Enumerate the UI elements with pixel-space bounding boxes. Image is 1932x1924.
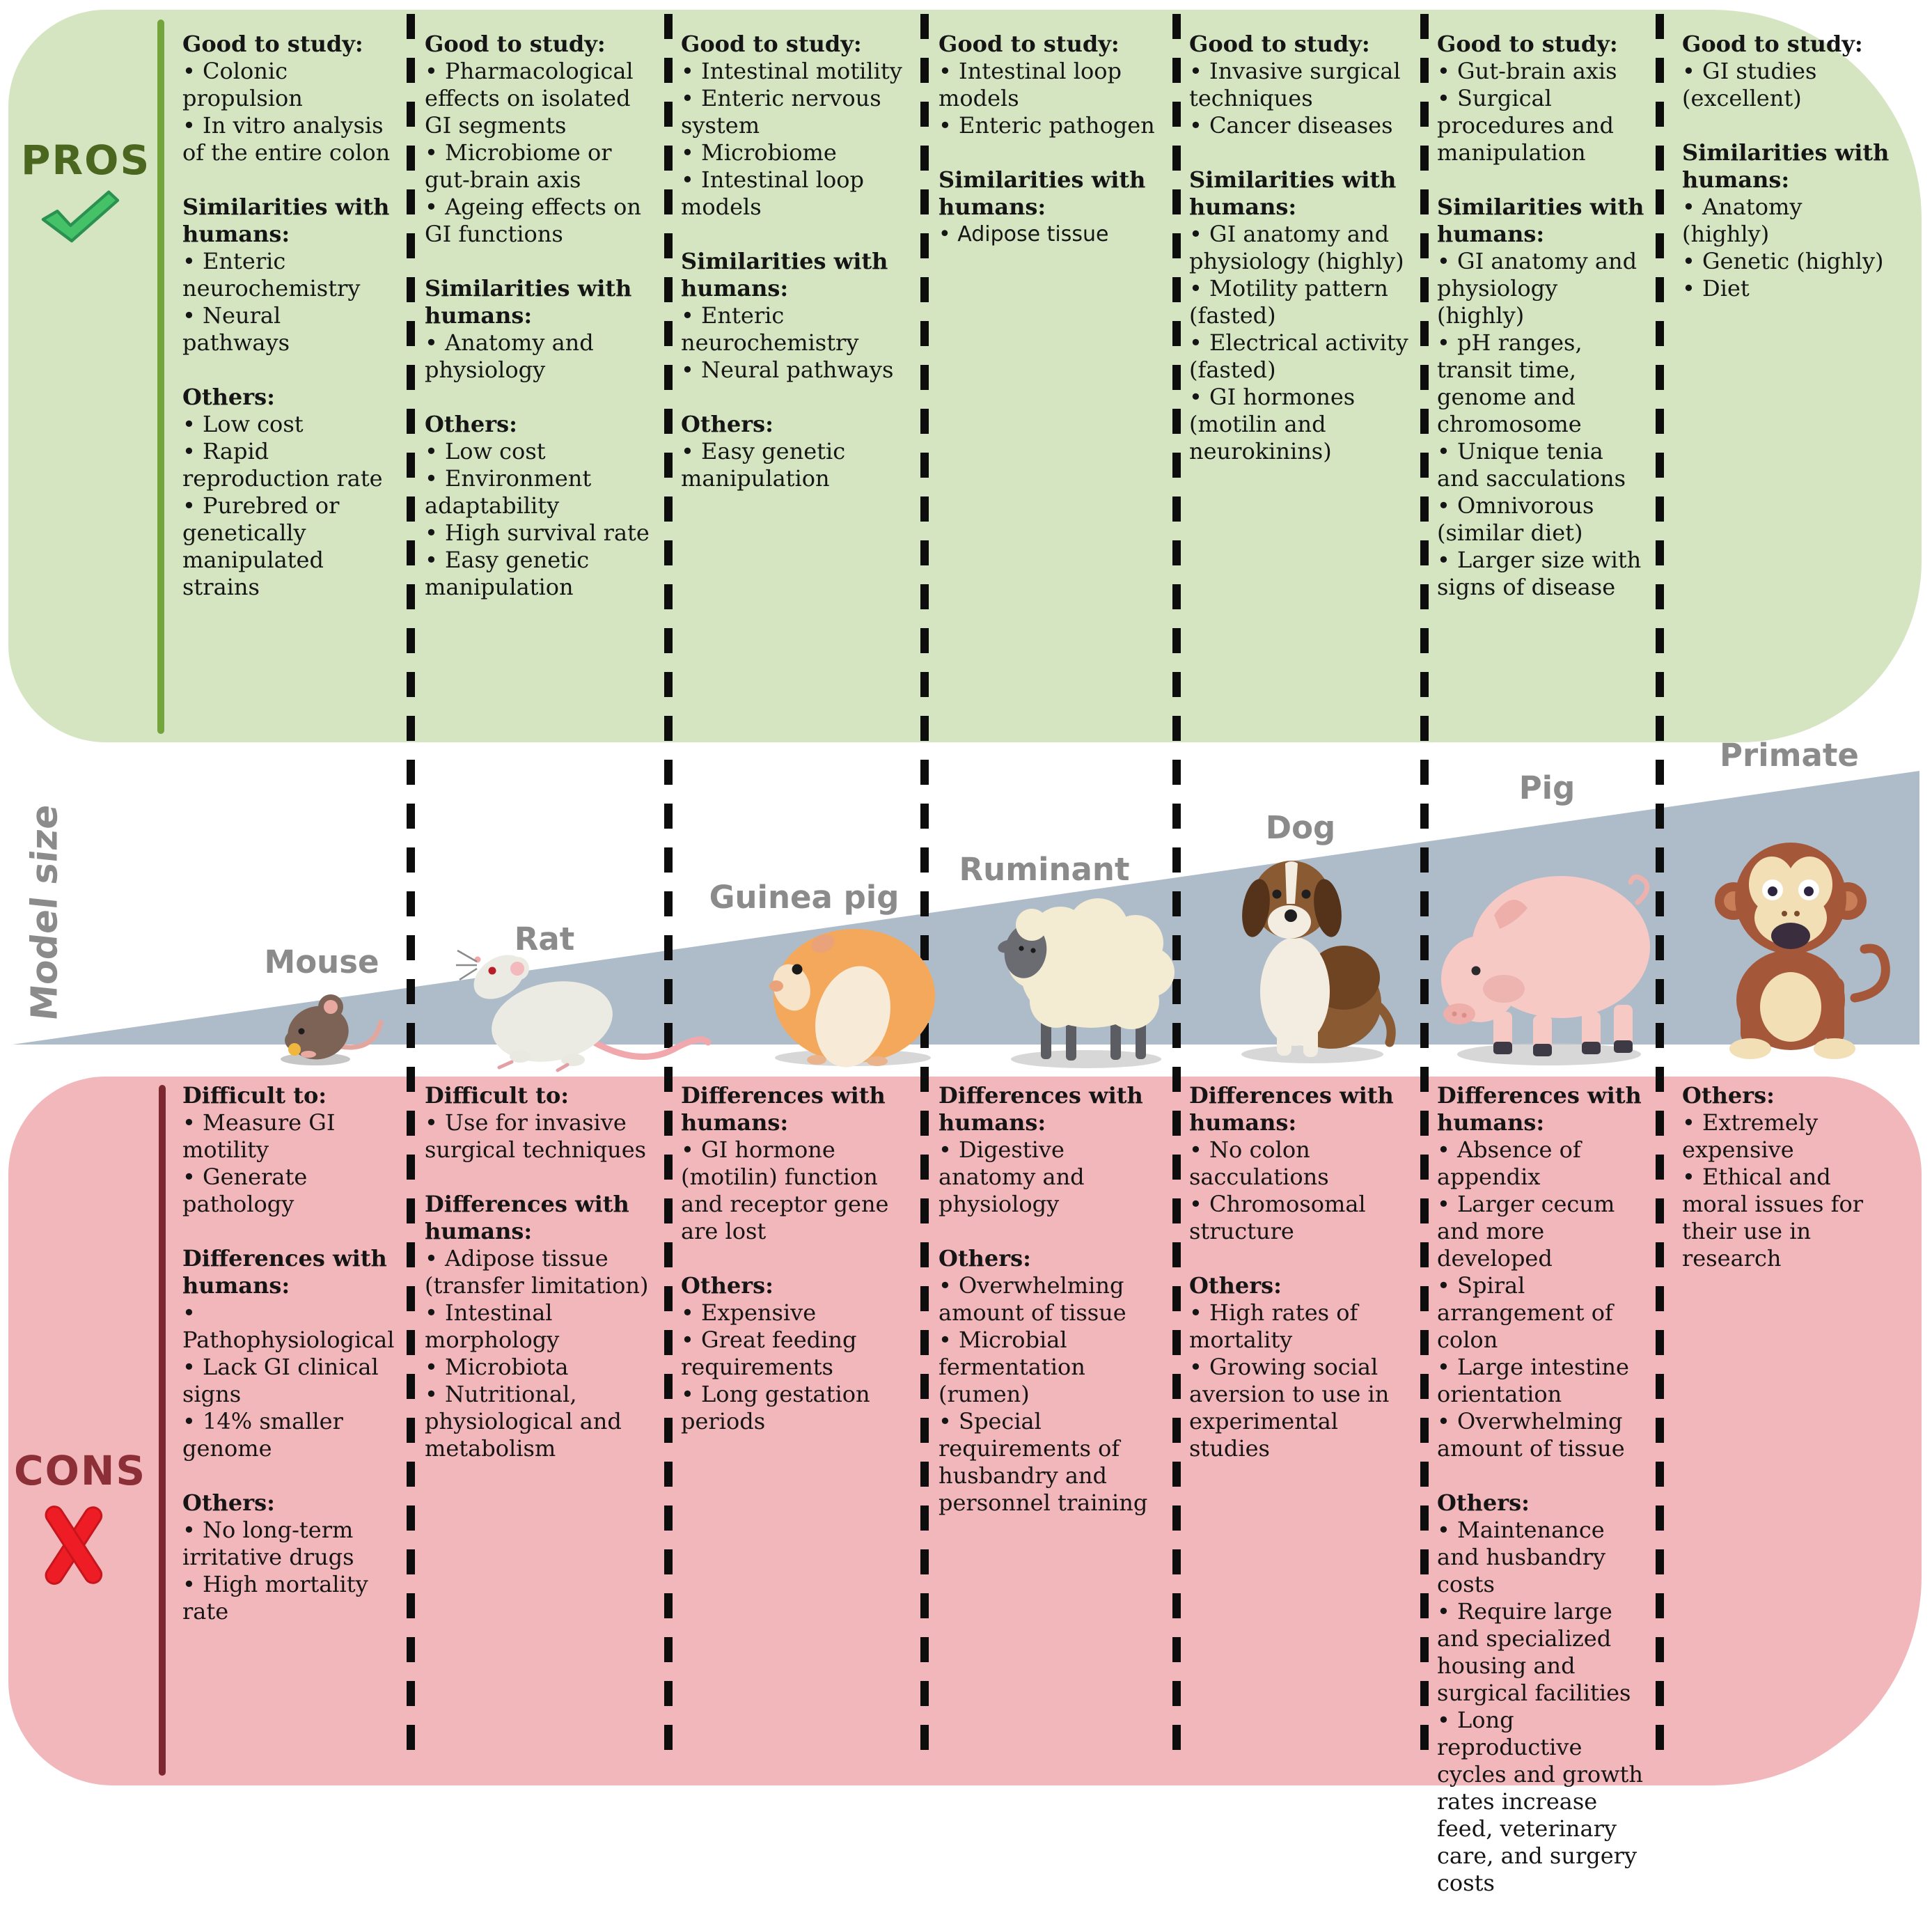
bullet-item: • Low cost [425, 438, 546, 464]
bullet-item: • GI studies (excellent) [1682, 58, 1817, 111]
section-heading: Differences with humans: [182, 1245, 387, 1299]
guinea-pig-illustration [755, 905, 947, 1069]
pros-title: PROS [21, 136, 151, 184]
cons-column-mouse [182, 1082, 393, 1652]
bullet-item: • GI anatomy and physiology (highly) [1437, 248, 1638, 329]
bullet-item: • Intestinal motility [681, 58, 902, 84]
bullet-item: • Intestinal morphology [425, 1299, 560, 1353]
pros-section [938, 166, 1163, 248]
bullet-item: • Electrical activity (fasted) [1189, 329, 1408, 383]
bullet-item: • Invasive surgical techniques [1189, 58, 1401, 111]
section-heading: Differences with humans: [425, 1191, 629, 1244]
bullet-item: • No long-term irritative drugs [182, 1517, 354, 1570]
animal-label-rat: Rat [514, 921, 575, 957]
bullet-item: • Special requirements of husbandry and personnel training [938, 1408, 1148, 1516]
dog-illustration [1225, 816, 1403, 1067]
pig-illustration [1427, 848, 1667, 1067]
bullet-item: • Unique tenia and sacculations [1437, 438, 1626, 492]
section-heading: Difficult to: [425, 1082, 570, 1109]
pros-section [681, 411, 911, 492]
pros-section [182, 31, 393, 166]
bullet-item: • Overwhelming amount of tissue [1437, 1408, 1625, 1462]
bullet-item: • Larger size with signs of disease [1437, 547, 1642, 600]
cross-icon [40, 1504, 107, 1588]
section-heading: Similarities with humans: [681, 248, 888, 302]
bullet-item: • Extremely expensive [1682, 1109, 1819, 1163]
bullet-item: • Environment adaptability [425, 465, 592, 519]
section-heading: Good to study: [1189, 31, 1370, 57]
mouse-illustration [275, 980, 400, 1067]
bullet-item: • Motility pattern (fasted) [1189, 275, 1388, 329]
cons-section [1437, 1489, 1647, 1897]
bullet-item: • Growing social aversion to use in experimental studies [1189, 1354, 1390, 1462]
cons-column-ruminant [938, 1082, 1163, 1544]
cons-column-pig [1437, 1082, 1647, 1924]
section-heading: Others: [681, 411, 773, 437]
section-heading: Good to study: [182, 31, 363, 57]
section-heading: Similarities with humans: [425, 275, 632, 329]
animal-label-ruminant: Ruminant [959, 851, 1130, 888]
section-heading: Differences with humans: [681, 1082, 886, 1136]
pros-section [1189, 166, 1411, 465]
cons-section [1189, 1082, 1411, 1245]
pros-section [938, 31, 1163, 139]
bullet-item: • Pharmacological effects on isolated GI segments [425, 58, 634, 139]
pros-column-pig [1437, 31, 1647, 628]
pros-section [1437, 194, 1647, 601]
bullet-item: • Larger cecum and more developed [1437, 1191, 1615, 1272]
animal-label-pig: Pig [1518, 769, 1576, 806]
cons-section [938, 1082, 1163, 1218]
cons-column-dog [1189, 1082, 1411, 1489]
bullet-item: • Anatomy (highly) [1682, 194, 1803, 247]
cons-section [1437, 1082, 1647, 1462]
cons-section [182, 1082, 393, 1218]
cons-section [938, 1245, 1163, 1517]
section-heading: Differences with humans: [1189, 1082, 1394, 1136]
bullet-item: • Large intestine orientation [1437, 1354, 1629, 1407]
bullet-item: • Anatomy and physiology [425, 329, 594, 383]
pros-section [1437, 31, 1647, 166]
section-heading: Others: [1189, 1272, 1282, 1299]
pros-divider-rule [157, 19, 164, 734]
bullet-item: • Microbiome [681, 139, 837, 166]
bullet-item: • Intestinal loop models [681, 166, 864, 220]
cons-column-rat [425, 1082, 654, 1489]
bullet-item: • Long gestation periods [681, 1381, 870, 1434]
check-icon [38, 188, 122, 244]
bullet-item: • Surgical procedures and manipulation [1437, 85, 1614, 166]
bullet-item: • Microbial fermentation (rumen) [938, 1327, 1085, 1407]
bullet-item: • High mortality rate [182, 1571, 368, 1625]
rat-illustration [456, 937, 714, 1072]
section-heading: Others: [681, 1272, 773, 1299]
bullet-item: • Neural pathways [182, 302, 290, 356]
bullet-item: • Ethical and moral issues for their use in research [1682, 1164, 1864, 1272]
bullet-item: • Easy genetic manipulation [681, 438, 846, 492]
cons-section [1189, 1272, 1411, 1462]
bullet-item: • GI hormones (motilin and neurokinins) [1189, 384, 1356, 464]
cons-section [425, 1082, 654, 1164]
cons-section [681, 1082, 911, 1245]
bullet-item: • High rates of mortality [1189, 1299, 1358, 1353]
bullet-item: • Expensive [681, 1299, 817, 1326]
cons-section [681, 1272, 911, 1435]
pros-column-mouse [182, 31, 393, 628]
section-heading: Similarities with humans: [938, 166, 1146, 220]
bullet-item: • Use for invasive surgical techniques [425, 1109, 647, 1163]
pros-section [425, 411, 654, 601]
pros-column-ruminant [938, 31, 1163, 275]
section-heading: Others: [938, 1245, 1031, 1272]
bullet-item: • Digestive anatomy and physiology [938, 1136, 1085, 1217]
bullet-item: • Genetic (highly) [1682, 248, 1884, 274]
section-heading: Others: [1437, 1489, 1530, 1516]
section-heading: Similarities with humans: [1437, 194, 1644, 247]
pros-section [182, 194, 393, 357]
pros-column-guinea-pig [681, 31, 911, 519]
bullet-item: • Enteric nervous system [681, 85, 881, 139]
bullet-item: • Enteric neurochemistry [182, 248, 361, 302]
section-heading: Good to study: [1437, 31, 1618, 57]
section-heading: Good to study: [425, 31, 606, 57]
bullet-item: • GI hormone (motilin) function and receptor gene are lost [681, 1136, 889, 1244]
animal-label-guinea-pig: Guinea pig [709, 879, 900, 916]
pros-section [681, 31, 911, 221]
section-heading: Good to study: [938, 31, 1120, 57]
pros-column-dog [1189, 31, 1411, 492]
section-heading: Others: [182, 1489, 275, 1516]
bullet-item: • Enteric pathogen [938, 112, 1155, 139]
section-heading: Differences with humans: [938, 1082, 1143, 1136]
bullet-item: • 14% smaller genome [182, 1408, 343, 1462]
pros-section [1682, 31, 1891, 112]
bullet-item: • Long reproductive cycles and growth rates increase feed, veterinary care, and surgery costs [1437, 1707, 1643, 1896]
bullet-item: • Neural pathways [681, 357, 894, 383]
column-divider [407, 14, 415, 1767]
section-heading: Good to study: [1682, 31, 1863, 57]
bullet-item: • No colon sacculations [1189, 1136, 1329, 1190]
bullet-item: • Intestinal loop models [938, 58, 1122, 111]
bullet-item: • Adipose tissue [938, 222, 1109, 247]
bullet-item: • Nutritional, physiological and metabolism [425, 1381, 622, 1462]
bullet-item: • Ageing effects on GI functions [425, 194, 641, 247]
pros-section [1189, 31, 1411, 139]
section-heading: Others: [1682, 1082, 1775, 1109]
column-divider [664, 14, 673, 1767]
bullet-item: • Purebred or genetically manipulated strains [182, 492, 340, 600]
bullet-item: • Omnivorous (similar diet) [1437, 492, 1594, 546]
section-heading: Similarities with humans: [182, 194, 390, 247]
bullet-item: • Great feeding requirements [681, 1327, 857, 1380]
pros-column-primate [1682, 31, 1891, 329]
model-size-axis-label: Model size [24, 802, 66, 1023]
section-heading: Differences with humans: [1437, 1082, 1642, 1136]
cons-title: CONS [14, 1447, 147, 1494]
bullet-item: • Cancer diseases [1189, 112, 1393, 139]
bullet-item: • Easy genetic manipulation [425, 547, 590, 600]
bullet-item: • Adipose tissue (transfer limitation) [425, 1245, 649, 1299]
bullet-item: • Enteric neurochemistry [681, 302, 859, 356]
bullet-item: • Maintenance and husbandry costs [1437, 1517, 1606, 1597]
cons-section [1682, 1082, 1891, 1272]
bullet-item: • Pathophysiological [182, 1299, 395, 1353]
cons-section [182, 1245, 393, 1462]
cons-column-primate [1682, 1082, 1891, 1299]
bullet-item: • High survival rate [425, 519, 650, 546]
pros-section [425, 275, 654, 384]
section-heading: Good to study: [681, 31, 862, 57]
primate-illustration [1693, 820, 1892, 1067]
section-heading: Others: [425, 411, 517, 437]
pros-section [425, 31, 654, 248]
bullet-item: • Microbiota [425, 1354, 569, 1380]
bullet-item: • Absence of appendix [1437, 1136, 1581, 1190]
bullet-item: • Microbiome or gut-brain axis [425, 139, 612, 193]
bullet-item: • Require large and specialized housing and surgical facilities [1437, 1598, 1631, 1706]
section-heading: Others: [182, 384, 275, 410]
ruminant-illustration [992, 876, 1184, 1071]
bullet-item: • Diet [1682, 275, 1750, 302]
animal-label-mouse: Mouse [264, 944, 379, 980]
animal-label-primate: Primate [1720, 737, 1859, 774]
bullet-item: • Overwhelming amount of tissue [938, 1272, 1126, 1326]
bullet-item: • GI anatomy and physiology (highly) [1189, 221, 1404, 274]
cons-section [182, 1489, 393, 1625]
bullet-item: • pH ranges, transit time, genome and chromosome [1437, 329, 1582, 437]
column-divider [920, 14, 929, 1767]
bullet-item: • Gut-brain axis [1437, 58, 1617, 84]
pros-section [182, 384, 393, 601]
bullet-item: • Measure GI motility [182, 1109, 336, 1163]
section-heading: Similarities with humans: [1189, 166, 1397, 220]
animal-label-dog: Dog [1265, 809, 1336, 846]
bullet-item: • Colonic propulsion [182, 58, 303, 111]
bullet-item: • Generate pathology [182, 1164, 308, 1217]
bullet-item: • In vitro analysis of the entire colon [182, 112, 391, 166]
bullet-item: • Lack GI clinical signs [182, 1354, 379, 1407]
bullet-item: • Low cost [182, 411, 304, 437]
bullet-item: • Spiral arrangement of colon [1437, 1272, 1613, 1353]
cons-section [425, 1191, 654, 1462]
bullet-item: • Rapid reproduction rate [182, 438, 383, 492]
section-heading: Similarities with humans: [1682, 139, 1890, 193]
section-heading: Difficult to: [182, 1082, 327, 1109]
cons-divider-rule [159, 1085, 166, 1776]
cons-column-guinea-pig [681, 1082, 911, 1462]
pros-column-rat [425, 31, 654, 628]
pros-section [681, 248, 911, 384]
pros-section [1682, 139, 1891, 302]
bullet-item: • Chromosomal structure [1189, 1191, 1366, 1244]
